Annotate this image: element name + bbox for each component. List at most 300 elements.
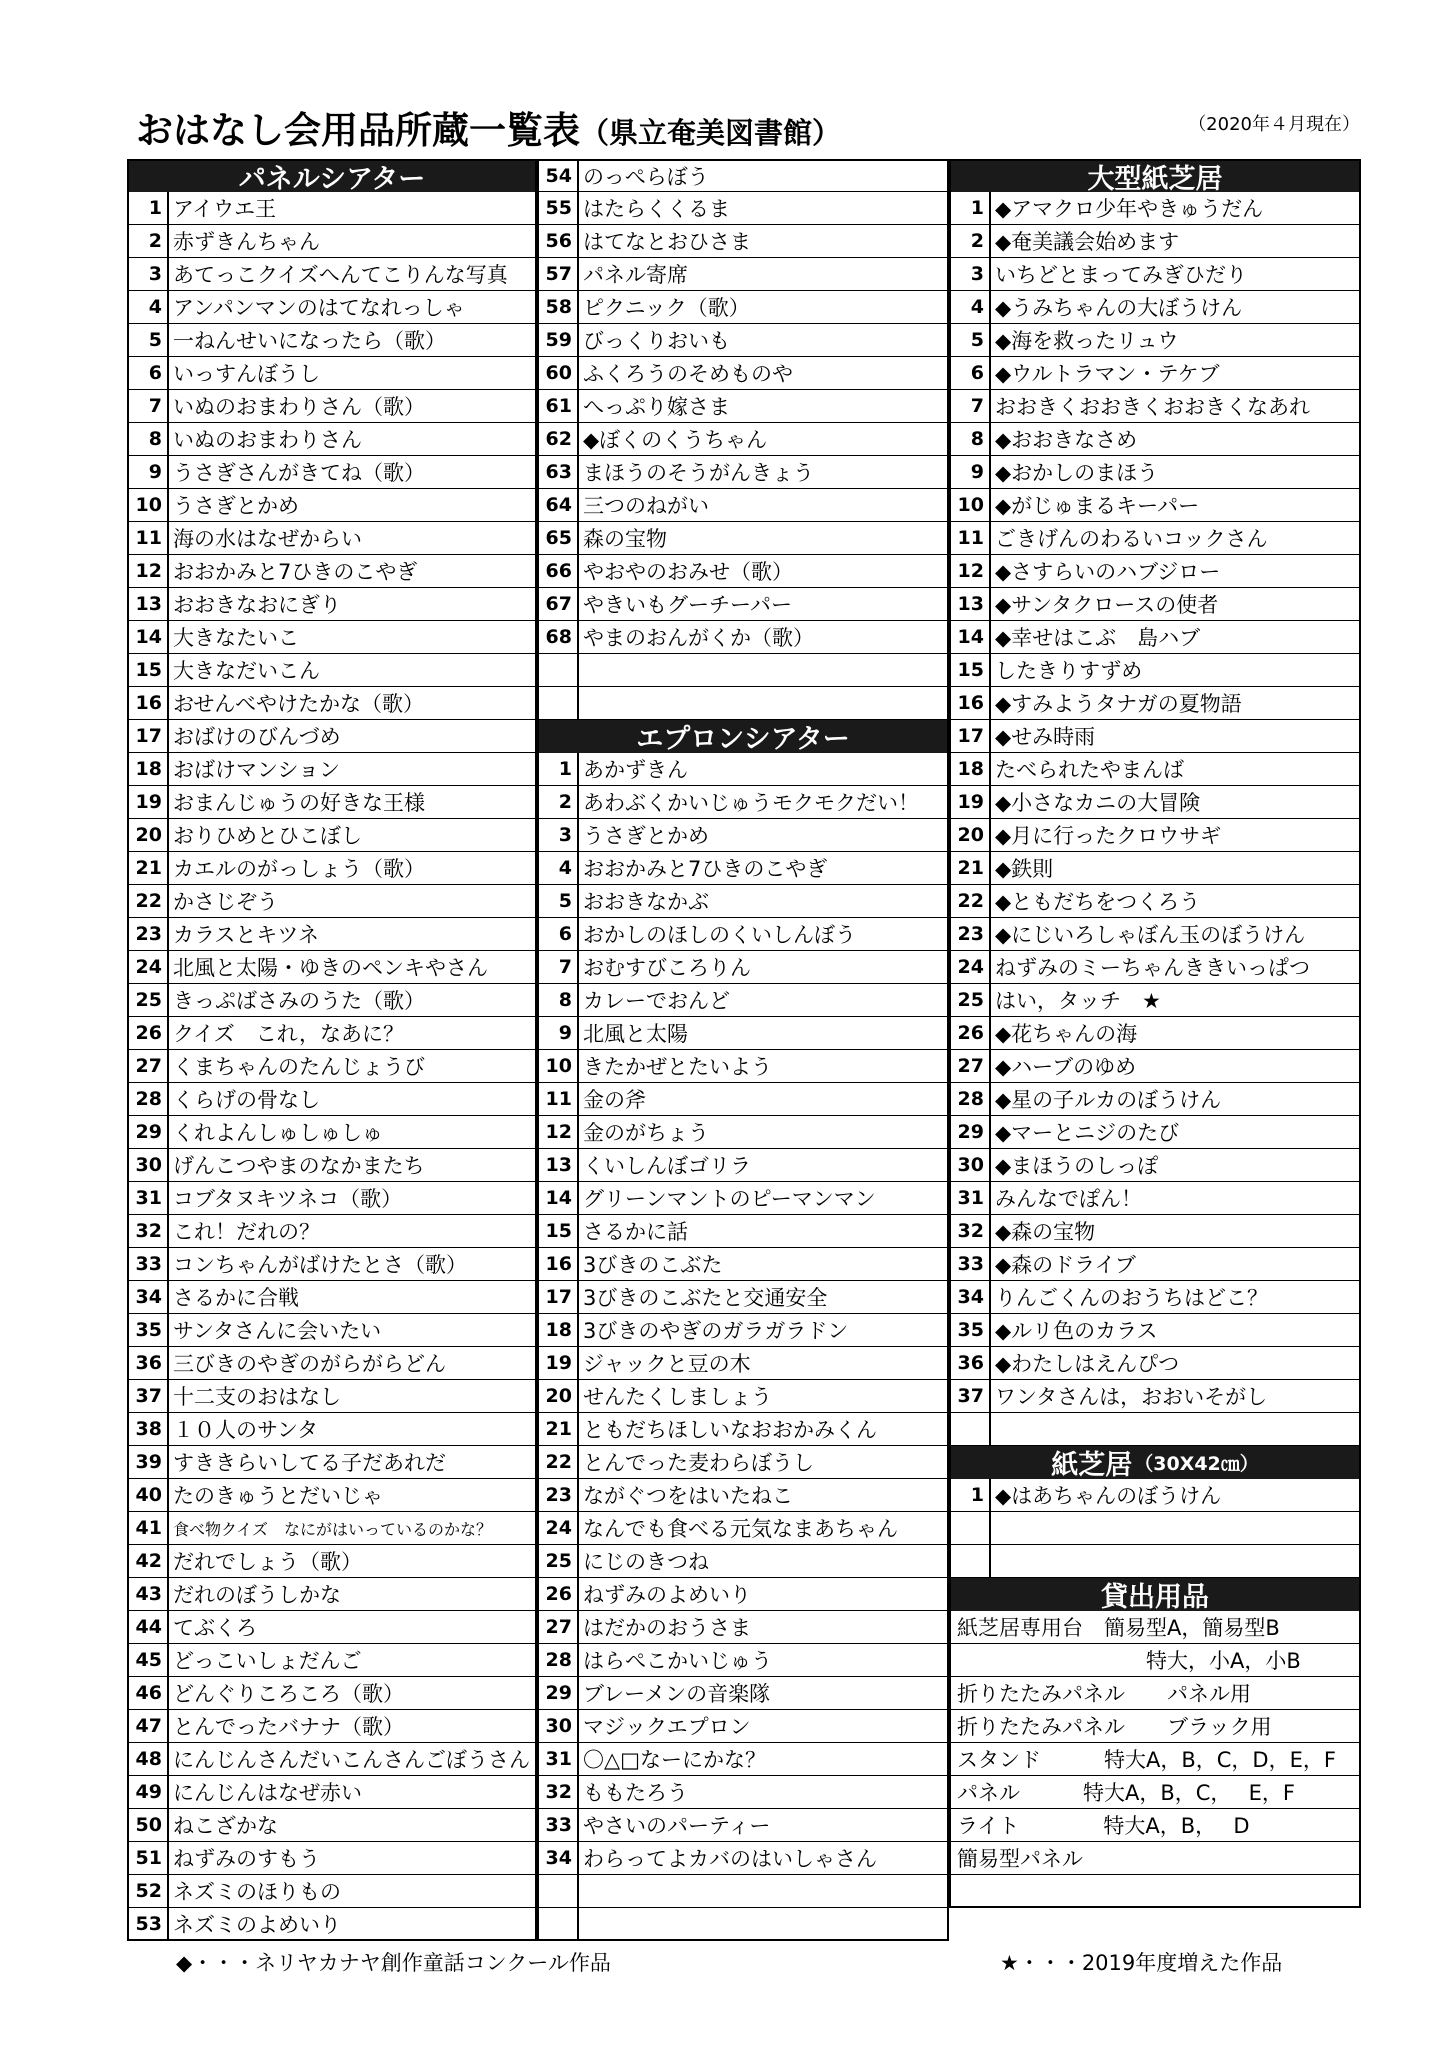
item-title: ◆おかしのまほう	[995, 461, 1159, 485]
item-title: あかずきん	[583, 758, 688, 782]
item-number: 57	[539, 258, 579, 290]
item-title: やまのおんがくか（歌）	[583, 626, 814, 650]
item-title: いぬのおまわりさん（歌）	[173, 395, 425, 419]
header-panel-theater-text: パネルシアター	[238, 164, 426, 195]
item-number: 56	[539, 225, 579, 257]
item-number: 50	[129, 1809, 169, 1841]
item-title: サンタさんに会いたい	[173, 1319, 382, 1343]
list-item	[127, 1842, 537, 1875]
item-title: コブタヌキツネコ（歌）	[173, 1187, 403, 1211]
list-item	[949, 588, 1361, 621]
list-item	[127, 1908, 537, 1941]
item-title: あわぶくかいじゅうモクモクだい！	[583, 791, 919, 815]
item-number: 62	[539, 423, 579, 455]
date-note: （2020年４月現在）	[1188, 114, 1360, 135]
item-title: ライト 特大A，B， D	[957, 1814, 1250, 1838]
item-title: ◆奄美議会始めます	[995, 230, 1180, 254]
list-item	[949, 1380, 1361, 1413]
item-title: １０人のサンタ	[173, 1418, 319, 1442]
item-number: 52	[129, 1875, 169, 1907]
list-item	[127, 918, 537, 951]
item-title: 北風と太陽・ゆきのペンキやさん	[173, 956, 488, 980]
item-number: 2	[129, 225, 169, 257]
list-item	[949, 1545, 1361, 1578]
item-number: 41	[129, 1512, 169, 1544]
item-number: 31	[129, 1182, 169, 1214]
item-number: 17	[129, 720, 169, 752]
item-number: 6	[539, 918, 579, 950]
item-title: ◆がじゅまるキーパー	[995, 494, 1200, 518]
item-number: 21	[129, 852, 169, 884]
item-number: 35	[129, 1314, 169, 1346]
item-title: くれよんしゅしゅしゅ	[173, 1121, 383, 1145]
item-title: ◆アマクロ少年やきゅうだん	[995, 197, 1264, 221]
item-title: ネズミのよめいり	[173, 1912, 341, 1937]
list-item	[537, 159, 949, 192]
list-item	[127, 1380, 537, 1413]
list-item	[127, 1149, 537, 1182]
list-item	[537, 423, 949, 456]
list-item	[537, 1248, 949, 1281]
item-title: ねこざかな	[173, 1814, 278, 1838]
column-panel-theater	[127, 159, 537, 1941]
list-item	[127, 753, 537, 786]
list-item	[537, 621, 949, 654]
list-item	[949, 1677, 1361, 1710]
item-number: 49	[129, 1776, 169, 1808]
item-number: 28	[539, 1644, 579, 1676]
item-number: 8	[951, 423, 991, 455]
list-item	[537, 1446, 949, 1479]
item-title: ◆マーとニジのたび	[995, 1121, 1180, 1145]
item-title: とんでったバナナ（歌）	[173, 1715, 404, 1739]
list-item	[537, 1578, 949, 1611]
item-title: ねずみのすもう	[173, 1847, 320, 1871]
item-number: 68	[539, 621, 579, 653]
item-number: 12	[539, 1116, 579, 1148]
list-item	[537, 1116, 949, 1149]
item-number: 11	[129, 522, 169, 554]
item-title: はらぺこかいじゅう	[583, 1649, 772, 1673]
list-item	[949, 291, 1361, 324]
item-number: 19	[539, 1347, 579, 1379]
list-item	[127, 390, 537, 423]
item-number: 34	[951, 1281, 991, 1313]
item-title: さるかに合戦	[173, 1286, 299, 1310]
list-item	[127, 1776, 537, 1809]
item-number: 8	[129, 423, 169, 455]
item-title: ◆にじいろしゃぼん玉のぼうけん	[995, 923, 1306, 947]
item-number: 32	[539, 1776, 579, 1808]
list-item	[949, 1215, 1361, 1248]
item-number: 64	[539, 489, 579, 521]
item-title: ◆海を救ったリュウ	[995, 329, 1179, 353]
item-number	[539, 687, 579, 719]
item-number: 4	[539, 852, 579, 884]
item-title: くいしんぼゴリラ	[583, 1154, 751, 1178]
list-item	[949, 687, 1361, 720]
item-number: 32	[951, 1215, 991, 1247]
list-item	[537, 225, 949, 258]
item-title: おばけマンション	[173, 758, 341, 782]
item-number: 30	[539, 1710, 579, 1742]
item-number: 4	[129, 291, 169, 323]
list-item	[949, 852, 1361, 885]
item-title: くまちゃんのたんじょうび	[173, 1055, 425, 1079]
list-item	[949, 1116, 1361, 1149]
list-item	[537, 1512, 949, 1545]
item-number: 2	[539, 786, 579, 818]
item-title: 食べ物クイズ なにがはいっているのかな？	[173, 1519, 493, 1539]
list-item	[949, 1017, 1361, 1050]
item-title: 3びきのやぎのガラガラドン	[583, 1319, 849, 1343]
item-number: 36	[951, 1347, 991, 1379]
list-item	[537, 984, 949, 1017]
list-item	[949, 555, 1361, 588]
item-number: 31	[951, 1182, 991, 1214]
item-title: 3びきのこぶたと交通安全	[583, 1286, 828, 1310]
item-number: 63	[539, 456, 579, 488]
item-title: どんぐりころころ（歌）	[173, 1682, 404, 1706]
item-title: やきいもグーチーパー	[583, 593, 792, 617]
item-title: ねずみのミーちゃんききいっぱつ	[995, 956, 1310, 980]
list-item	[537, 654, 949, 687]
list-item	[537, 555, 949, 588]
item-title: クイズ これ，なあに？	[173, 1022, 404, 1046]
item-title: せんたくしましょう	[583, 1385, 772, 1409]
item-title: きっぷばさみのうた（歌）	[173, 989, 425, 1013]
list-item	[949, 423, 1361, 456]
item-number: 36	[129, 1347, 169, 1379]
item-title: おりひめとひこぼし	[173, 824, 362, 848]
item-number	[951, 1512, 991, 1544]
item-title: すききらいしてる子だあれだ	[173, 1451, 446, 1475]
list-item	[537, 951, 949, 984]
item-number: 23	[539, 1479, 579, 1511]
item-title: あてっこクイズへんてこりんな写真	[173, 263, 508, 287]
list-item	[537, 1149, 949, 1182]
list-item	[127, 786, 537, 819]
list-item	[949, 786, 1361, 819]
item-number: 54	[539, 161, 579, 191]
list-item	[537, 1017, 949, 1050]
item-title: 折りたたみパネル ブラック用	[957, 1715, 1272, 1739]
list-item	[949, 819, 1361, 852]
item-number: 7	[539, 951, 579, 983]
list-item	[949, 621, 1361, 654]
item-title: おおきなかぶ	[583, 890, 709, 914]
item-number: 10	[951, 489, 991, 521]
item-title: ◆月に行ったクロウサギ	[995, 824, 1222, 848]
list-item	[127, 1446, 537, 1479]
item-number: 29	[539, 1677, 579, 1709]
item-title: パネル 特大A，B，C， E，F	[957, 1781, 1295, 1805]
item-number: 4	[951, 291, 991, 323]
item-title: はだかのおうさま	[583, 1616, 751, 1640]
item-title: ◆ぼくのくうちゃん	[583, 428, 768, 452]
item-number: 1	[539, 753, 579, 785]
list-item	[537, 687, 949, 720]
item-number: 30	[951, 1149, 991, 1181]
item-title: さるかに話	[583, 1220, 688, 1244]
item-title: 紙芝居専用台 簡易型A，簡易型B	[957, 1616, 1280, 1640]
list-item	[949, 951, 1361, 984]
item-title: おおかみと7ひきのこやぎ	[583, 857, 828, 881]
item-title: にじのきつね	[583, 1550, 709, 1574]
item-number: 20	[539, 1380, 579, 1412]
item-number: 28	[951, 1083, 991, 1115]
item-title: たべられたやまんば	[995, 758, 1184, 782]
list-item	[537, 489, 949, 522]
item-number: 12	[129, 555, 169, 587]
item-number: 47	[129, 1710, 169, 1742]
list-item	[949, 225, 1361, 258]
item-number: 1	[951, 192, 991, 224]
list-item	[537, 357, 949, 390]
list-item	[537, 1050, 949, 1083]
list-item	[537, 1182, 949, 1215]
item-title: ももたろう	[583, 1781, 688, 1805]
item-number: 22	[539, 1446, 579, 1478]
list-item	[537, 588, 949, 621]
list-item	[127, 1314, 537, 1347]
list-item	[537, 1908, 949, 1941]
item-title: 3びきのこぶた	[583, 1253, 723, 1277]
list-item	[949, 1314, 1361, 1347]
item-title: にんじんさんだいこんさんごぼうさん	[173, 1748, 530, 1772]
item-title: りんごくんのおうちはどこ？	[995, 1286, 1268, 1310]
list-item	[949, 1083, 1361, 1116]
item-number: 37	[951, 1380, 991, 1412]
list-item	[949, 1611, 1361, 1644]
list-item	[537, 1413, 949, 1446]
item-number: 23	[951, 918, 991, 950]
item-title: ◆ウルトラマン・テケブ	[995, 362, 1220, 386]
item-title: たのきゅうとだいじゃ	[173, 1484, 383, 1508]
list-item	[537, 1743, 949, 1776]
item-number: 16	[129, 687, 169, 719]
list-item	[949, 654, 1361, 687]
item-number: 61	[539, 390, 579, 422]
item-number: 8	[539, 984, 579, 1016]
item-number: 6	[129, 357, 169, 389]
item-number: 29	[951, 1116, 991, 1148]
list-item	[949, 522, 1361, 555]
list-item	[949, 1875, 1361, 1908]
list-item	[949, 456, 1361, 489]
item-number	[539, 654, 579, 686]
list-item	[127, 1347, 537, 1380]
item-number: 24	[539, 1512, 579, 1544]
item-number: 28	[129, 1083, 169, 1115]
item-number: 25	[129, 984, 169, 1016]
list-item	[127, 423, 537, 456]
header-lending	[949, 1578, 1361, 1611]
list-item	[949, 1479, 1361, 1512]
item-number: 33	[129, 1248, 169, 1280]
item-number: 7	[951, 390, 991, 422]
item-number: 39	[129, 1446, 169, 1478]
item-number: 25	[951, 984, 991, 1016]
item-number: 9	[951, 456, 991, 488]
list-item	[537, 753, 949, 786]
list-item	[537, 852, 949, 885]
item-number: 58	[539, 291, 579, 323]
item-title: だれのぼうしかな	[173, 1583, 341, 1607]
item-title: カエルのがっしょう（歌）	[173, 857, 425, 881]
item-title: ともだちほしいなおおかみくん	[583, 1418, 877, 1442]
item-number: 32	[129, 1215, 169, 1247]
list-item	[537, 1083, 949, 1116]
column-panel-apron	[537, 159, 949, 1941]
item-title: くらげの骨なし	[173, 1088, 320, 1112]
item-title: ◆星の子ルカのぼうけん	[995, 1088, 1222, 1112]
list-item	[127, 456, 537, 489]
legend-star: ★・・・2019年度増えた作品	[1000, 1951, 1283, 1975]
item-title: おかしのほしのくいしんぼう	[583, 923, 856, 947]
item-title: 三びきのやぎのがらがらどん	[173, 1352, 446, 1376]
item-title: にんじんはなぜ赤い	[173, 1781, 362, 1805]
item-title: おおかみと7ひきのこやぎ	[173, 560, 418, 584]
item-title: したきりすずめ	[995, 659, 1143, 683]
item-title: きたかぜとたいよう	[583, 1055, 772, 1079]
header-large-kamishibai	[949, 159, 1361, 195]
list-item	[949, 1809, 1361, 1842]
item-number: 25	[539, 1545, 579, 1577]
list-item	[127, 1281, 537, 1314]
item-number: 19	[951, 786, 991, 818]
list-item	[127, 1050, 537, 1083]
item-title: 折りたたみパネル パネル用	[957, 1682, 1251, 1706]
item-number: 14	[129, 621, 169, 653]
item-number: 30	[129, 1149, 169, 1181]
item-number: 66	[539, 555, 579, 587]
list-item	[949, 984, 1361, 1017]
list-item	[949, 324, 1361, 357]
item-number: 10	[129, 489, 169, 521]
list-item	[127, 1677, 537, 1710]
item-number: 51	[129, 1842, 169, 1874]
list-item	[127, 1479, 537, 1512]
item-number: 43	[129, 1578, 169, 1610]
list-item	[127, 357, 537, 390]
title-sub: （県立奄美図書館）	[580, 116, 842, 150]
item-title: おおきくおおきくおおきくなあれ	[995, 395, 1310, 419]
item-title: 海の水はなぜからい	[173, 527, 362, 551]
list-item	[127, 1116, 537, 1149]
item-number: 5	[129, 324, 169, 356]
item-title: ◆鉄則	[995, 857, 1054, 881]
list-item	[949, 1710, 1361, 1743]
item-title: 三つのねがい	[583, 494, 709, 518]
item-number: 34	[539, 1842, 579, 1874]
list-item	[537, 1215, 949, 1248]
list-item	[127, 258, 537, 291]
item-title: 金のがちょう	[583, 1121, 709, 1145]
list-item	[537, 456, 949, 489]
item-title: うさぎとかめ	[173, 494, 299, 518]
item-number: 65	[539, 522, 579, 554]
item-title: ◆おおきなさめ	[995, 428, 1138, 452]
list-item	[537, 1314, 949, 1347]
item-number: 38	[129, 1413, 169, 1445]
item-number: 26	[951, 1017, 991, 1049]
list-item	[127, 1875, 537, 1908]
list-item	[537, 1710, 949, 1743]
item-number: 18	[951, 753, 991, 785]
item-title: ブレーメンの音楽隊	[583, 1682, 771, 1706]
item-number: 15	[129, 654, 169, 686]
item-number: 26	[539, 1578, 579, 1610]
item-number: 1	[951, 1479, 991, 1511]
list-item	[537, 1281, 949, 1314]
item-number: 21	[951, 852, 991, 884]
list-item	[949, 1842, 1361, 1875]
list-item	[127, 489, 537, 522]
item-number: 23	[129, 918, 169, 950]
header-apron-theater	[537, 720, 949, 753]
item-number: 13	[539, 1149, 579, 1181]
item-number: 11	[951, 522, 991, 554]
item-title: ◆幸せはこぶ 島ハブ	[995, 626, 1201, 650]
header-kamishibai-text: 紙芝居	[1051, 1450, 1133, 1481]
list-item	[949, 720, 1361, 753]
column-kamishibai-lending	[949, 159, 1361, 1908]
item-number: 59	[539, 324, 579, 356]
list-item	[949, 1182, 1361, 1215]
list-item	[537, 258, 949, 291]
list-item	[537, 1611, 949, 1644]
item-number: 5	[539, 885, 579, 917]
list-item	[537, 390, 949, 423]
list-item	[537, 1809, 949, 1842]
list-item	[949, 918, 1361, 951]
item-number: 3	[539, 819, 579, 851]
item-title: おせんべやけたかな（歌）	[173, 692, 424, 716]
item-title: だれでしょう（歌）	[173, 1550, 362, 1574]
page-title	[136, 100, 842, 152]
item-title: とんでった麦わらぼうし	[583, 1451, 814, 1475]
item-number: 5	[951, 324, 991, 356]
item-number: 20	[129, 819, 169, 851]
item-number: 46	[129, 1677, 169, 1709]
item-title: グリーンマントのピーマンマン	[583, 1187, 876, 1211]
list-item	[949, 192, 1361, 225]
item-number: 16	[951, 687, 991, 719]
item-title: ジャックと豆の木	[583, 1352, 751, 1376]
list-item	[537, 918, 949, 951]
item-title: 十二支のおはなし	[173, 1385, 341, 1409]
list-item	[127, 1743, 537, 1776]
item-title: のっぺらぼう	[583, 165, 709, 189]
item-title: おまんじゅうの好きな王様	[173, 791, 425, 815]
list-item	[537, 522, 949, 555]
list-item	[127, 1644, 537, 1677]
item-title: ◆ハーブのゆめ	[995, 1055, 1137, 1079]
item-title: やさいのパーティー	[583, 1814, 771, 1838]
item-number: 14	[951, 621, 991, 653]
item-title: カラスとキツネ	[173, 923, 319, 947]
list-item	[537, 786, 949, 819]
item-number: 18	[539, 1314, 579, 1346]
item-number: 15	[951, 654, 991, 686]
list-item	[127, 621, 537, 654]
list-item	[127, 1611, 537, 1644]
item-title: おばけのびんづめ	[173, 725, 341, 749]
item-number: 10	[539, 1050, 579, 1082]
item-number	[951, 1545, 991, 1577]
item-title: マジックエプロン	[583, 1715, 751, 1739]
